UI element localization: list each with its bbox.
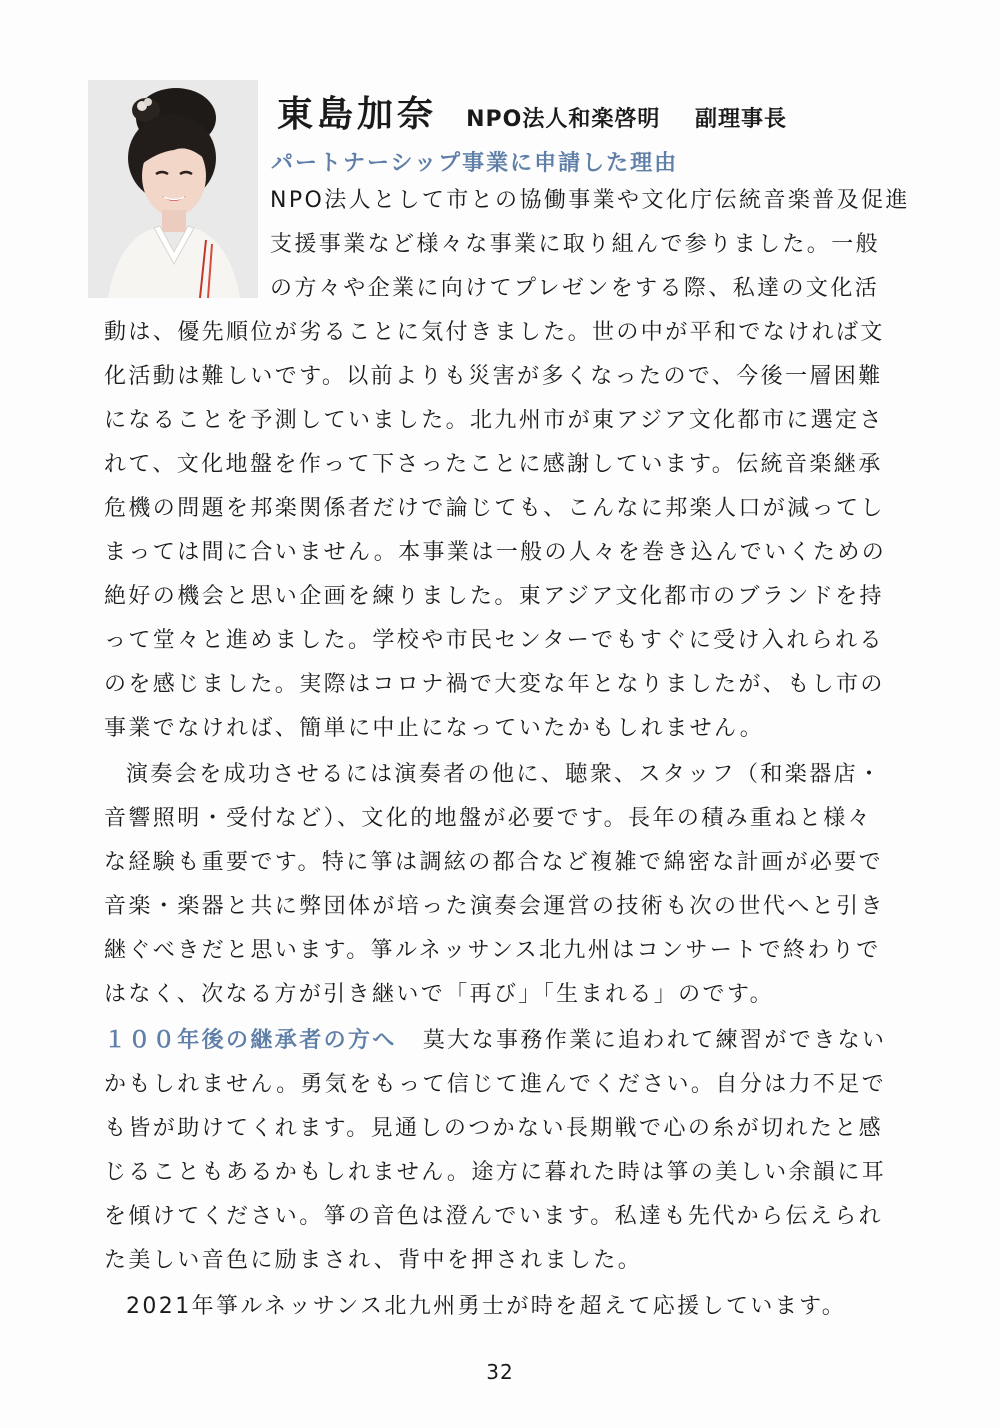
author-affiliation bbox=[466, 107, 787, 132]
body-line: も皆が助けてくれます。見通しのつかない長期戦で心の糸が切れたと感 bbox=[104, 1116, 884, 1141]
body-line: 危機の問題を邦楽関係者だけで論じても、こんなに邦楽人口が減ってし bbox=[104, 496, 885, 521]
author-role: 副理事長 bbox=[695, 107, 788, 132]
body-line: 継ぐべきだと思います。箏ルネッサンス北九州はコンサートで終わりで bbox=[104, 938, 881, 963]
body-line: はなく、次なる方が引き継いで「再び」「生まれる」のです。 bbox=[104, 982, 775, 1007]
body-line: まっては間に合いません。本事業は一般の人々を巻き込んでいくための bbox=[104, 540, 887, 565]
section-title-successor: １００年後の継承者の方へ bbox=[104, 1028, 397, 1053]
portrait-illustration bbox=[88, 80, 258, 298]
body-line: 音響照明・受付など）、文化的地盤が必要です。長年の積み重ねと様々 bbox=[104, 806, 873, 831]
body-line: NPO法人として市との協働事業や文化庁伝統音楽普及促進 bbox=[270, 188, 910, 213]
body-line: 支援事業など様々な事業に取り組んで参りました。一般 bbox=[270, 232, 881, 257]
body-line: な経験も重要です。特に箏は調絃の都合など複雑で綿密な計画が必要で bbox=[104, 850, 884, 875]
author-name: 東島加奈 bbox=[277, 94, 438, 135]
body-line: のを感じました。実際はコロナ禍で大変な年となりましたが、もし市の bbox=[104, 672, 885, 697]
page-number: 32 bbox=[486, 1360, 514, 1384]
body-line: れて、文化地盤を作って下さったことに感謝しています。伝統音楽継承 bbox=[104, 452, 883, 477]
body-line: 2021年箏ルネッサンス北九州勇士が時を超えて応援しています。 bbox=[126, 1294, 847, 1319]
body-line: って堂々と進めました。学校や市民センターでもすぐに受け入れられる bbox=[104, 628, 884, 653]
body-line: 絶好の機会と思い企画を練りました。東アジア文化都市のブランドを持 bbox=[104, 584, 884, 609]
author-header bbox=[277, 86, 787, 137]
organization-name: NPO法人和楽啓明 bbox=[466, 107, 661, 132]
body-line: 演奏会を成功させるには演奏者の他に、聴衆、スタッフ（和楽器店・ bbox=[126, 762, 883, 787]
body-line: を傾けてください。箏の音色は澄んでいます。私達も先代から伝えられ bbox=[104, 1204, 884, 1229]
body-line: 莫大な事務作業に追われて練習ができない bbox=[422, 1028, 887, 1053]
body-line: 動は、優先順位が劣ることに気付きました。世の中が平和でなければ文 bbox=[104, 320, 885, 345]
section-title-reason: パートナーシップ事業に申請した理由 bbox=[271, 151, 679, 176]
body-line: の方々や企業に向けてプレゼンをする際、私達の文化活 bbox=[270, 276, 880, 301]
portrait-photo bbox=[88, 80, 258, 298]
body-line: 化活動は難しいです。以前よりも災害が多くなったので、今後一層困難 bbox=[104, 364, 883, 389]
body-line: た美しい音色に励まされ、背中を押されました。 bbox=[104, 1248, 643, 1273]
body-line: になることを予測していました。北九州市が東アジア文化都市に選定さ bbox=[104, 408, 884, 433]
body-line: 事業でなければ、簡単に中止になっていたかもしれません。 bbox=[104, 716, 765, 741]
body-line: 音楽・楽器と共に弊団体が培った演奏会運営の技術も次の世代へと引き bbox=[104, 894, 885, 919]
successor-first-line bbox=[104, 1026, 886, 1056]
body-line: じることもあるかもしれません。途方に暮れた時は箏の美しい余韻に耳 bbox=[104, 1160, 887, 1185]
body-line: かもしれません。勇気をもって信じて進んでください。自分は力不足で bbox=[104, 1072, 887, 1097]
